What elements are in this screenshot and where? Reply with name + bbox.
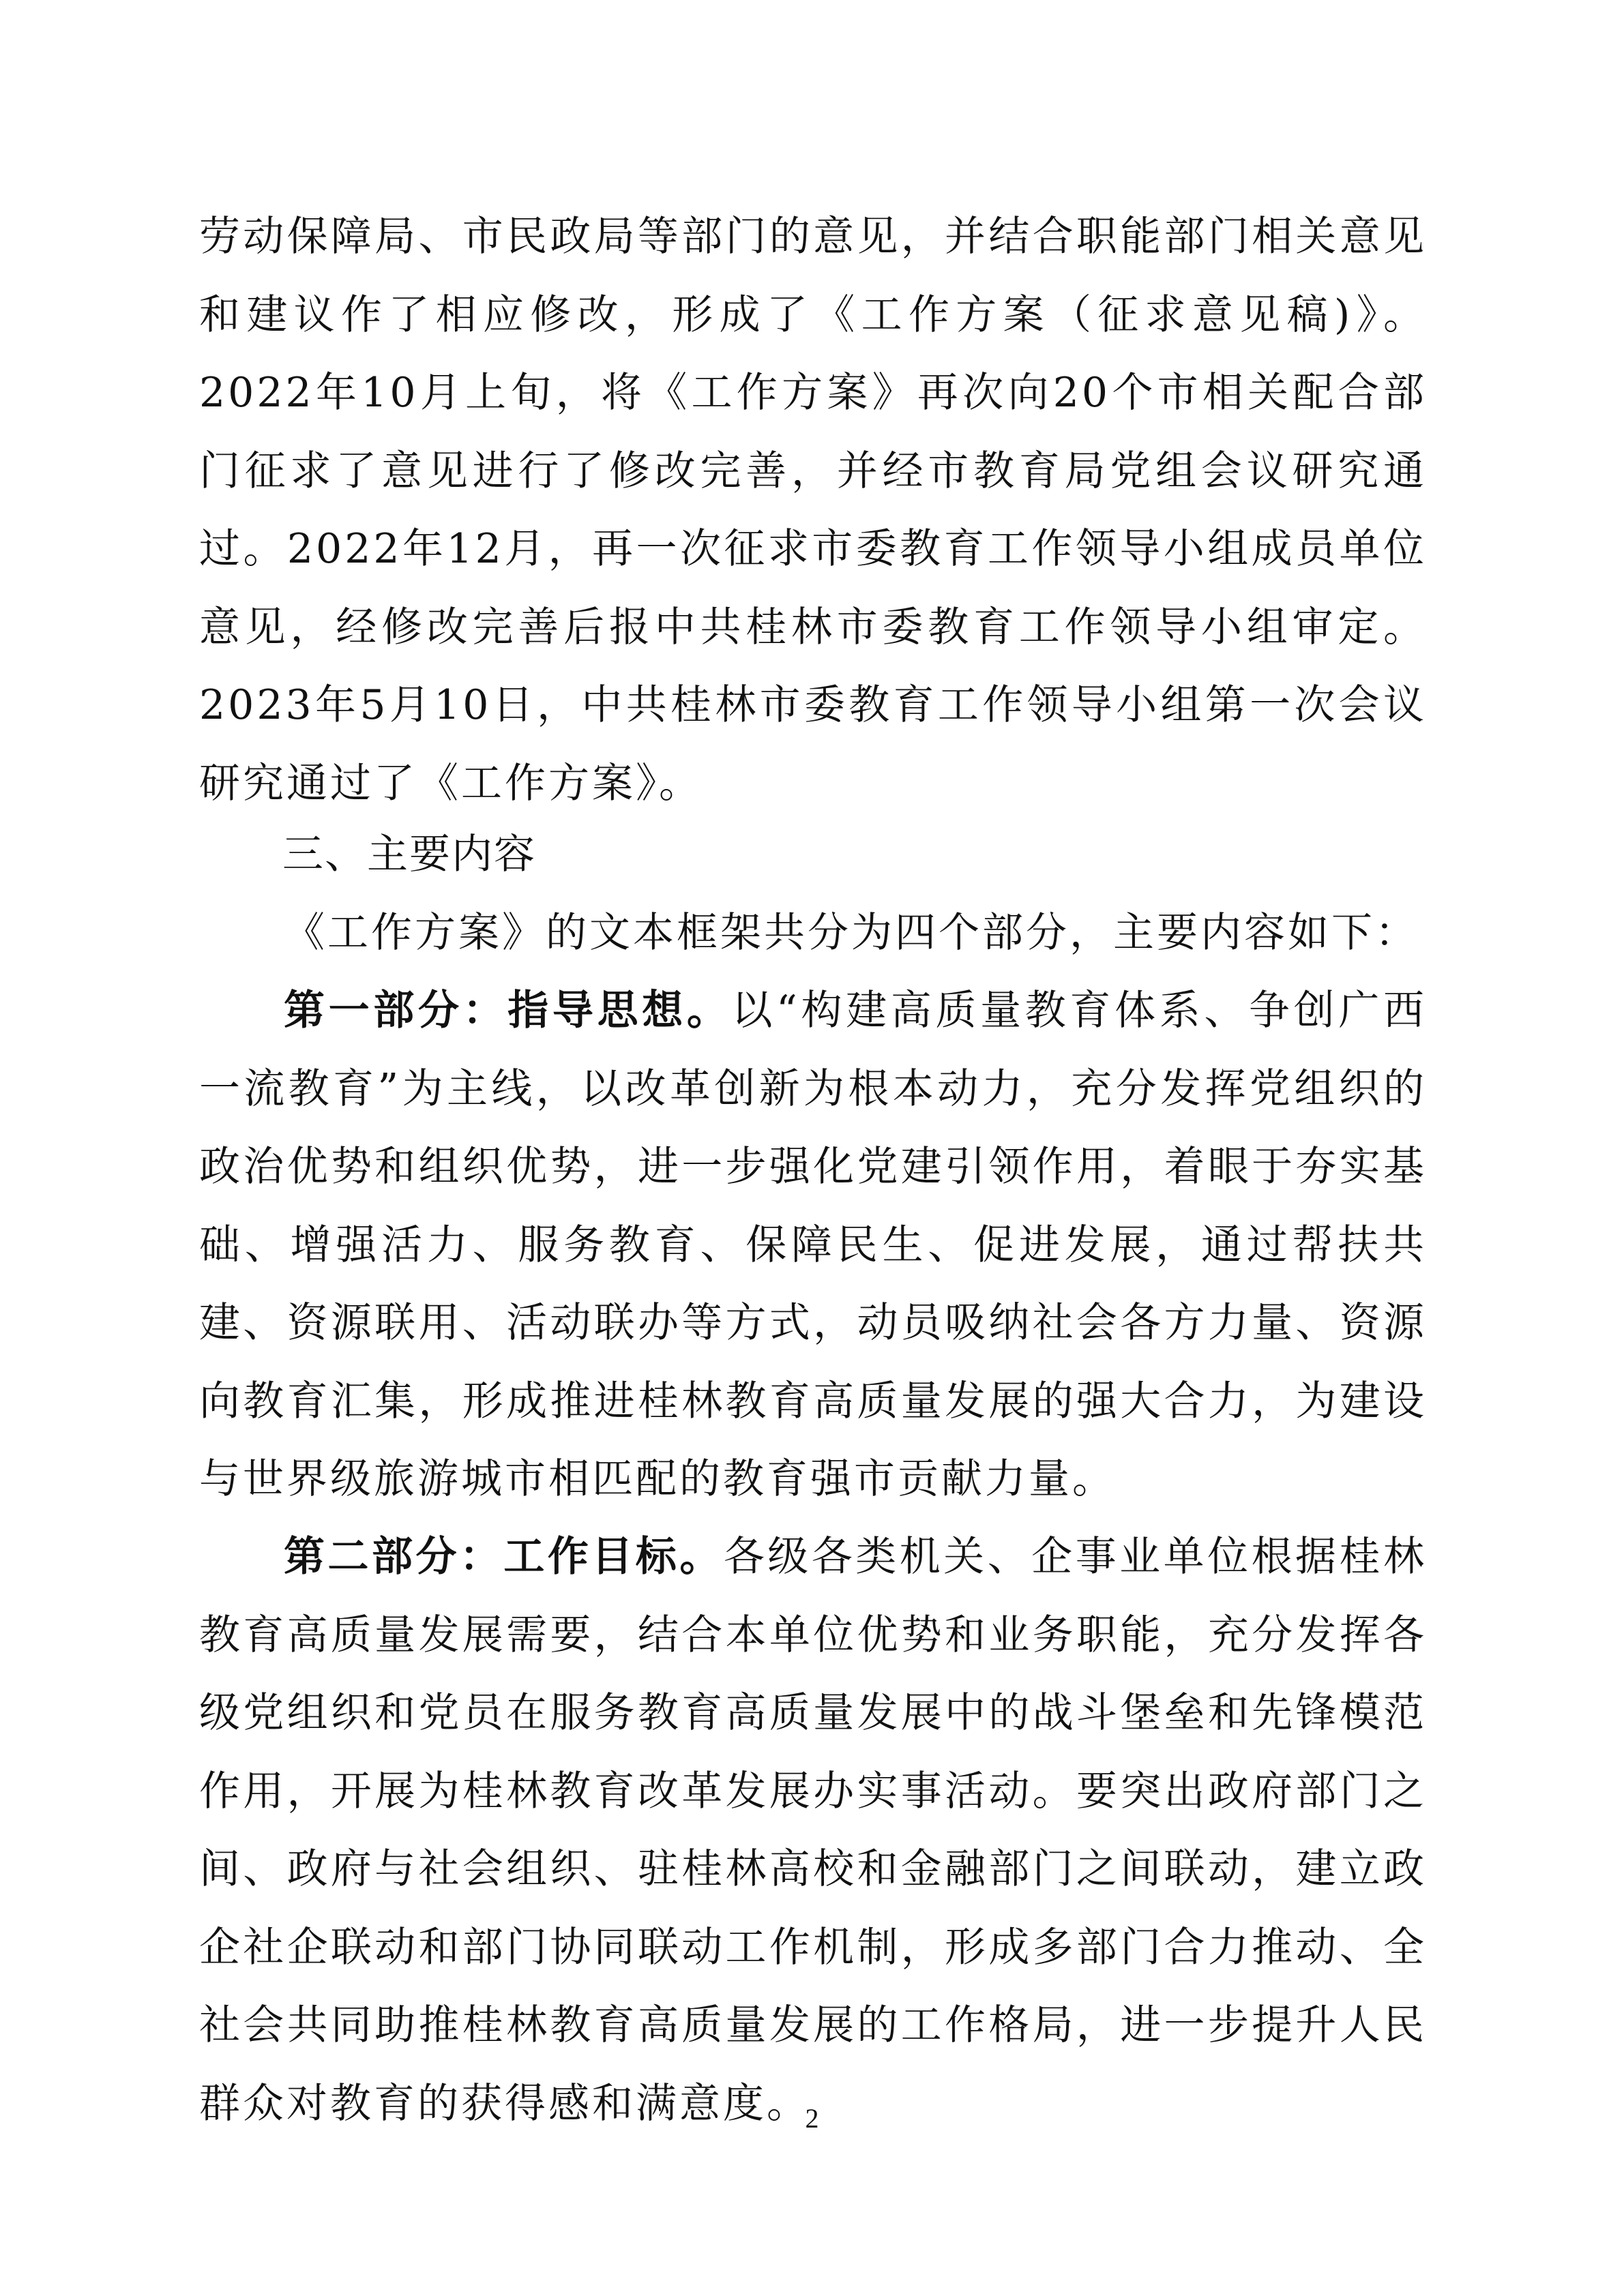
part-two-lead: 第二部分：工作目标。 bbox=[284, 1533, 724, 1581]
paragraph-framework-intro: 《工作方案》的文本框架共分为四个部分，主要内容如下： bbox=[284, 909, 1419, 957]
paragraph-part-one bbox=[199, 972, 1427, 1519]
part-one-lead: 第一部分：指导思想。 bbox=[284, 987, 732, 1034]
section-heading-main-content: 三、主要内容 bbox=[282, 831, 536, 878]
part-two-body: 各级各类机关、企事业单位根据桂林教育高质量发展需要，结合本单位优势和业务职能，充分发挥各级党组织和党员在服务教育高质量发展中的战斗堡垒和先锋模范作用，开展为桂林教育改革发展办实事活动。要突出政府部门之间、政府与社会组织、驻桂林高校和金融部门之间联动，建立政企社企联动和部门协同联动工作机制，形成多部门合力推动、全社会共同助推桂林教育高质量发展的工作格局，进一步提升人民群众对教育的获得感和满意度。 bbox=[199, 1533, 1428, 2128]
paragraph-process-history: 劳动保障局、市民政局等部门的意见，并结合职能部门相关意见和建议作了相应修改，形成了《工作方案（征求意见稿)》。2022年10月上旬，将《工作方案》再次向20个市相关配合部门征求了意见进行了修改完善，并经市教育局党组会议研究通过。2022年12月，再一次征求市委教育工作领导小组成员单位意见，经修改完善后报中共桂林市委教育工作领导小组审定。2023年5月10日，中共桂林市委教育工作领导小组第一次会议研究通过了《工作方案》。 bbox=[199, 213, 1427, 807]
page-number: 2 bbox=[805, 2103, 819, 2134]
paragraph-part-two bbox=[199, 1518, 1427, 2143]
part-one-body: 以“构建高质量教育体系、争创广西一流教育”为主线，以改革创新为根本动力，充分发挥党组织的政治优势和组织优势，进一步强化党建引领作用，着眼于夯实基础、增强活力、服务教育、保障民生、促进发展，通过帮扶共建、资源联用、活动联办等方式，动员吸纳社会各方力量、资源向教育汇集，形成推进桂林教育高质量发展的强大合力，为建设与世界级旅游城市相匹配的教育强市贡献力量。 bbox=[199, 987, 1427, 1503]
